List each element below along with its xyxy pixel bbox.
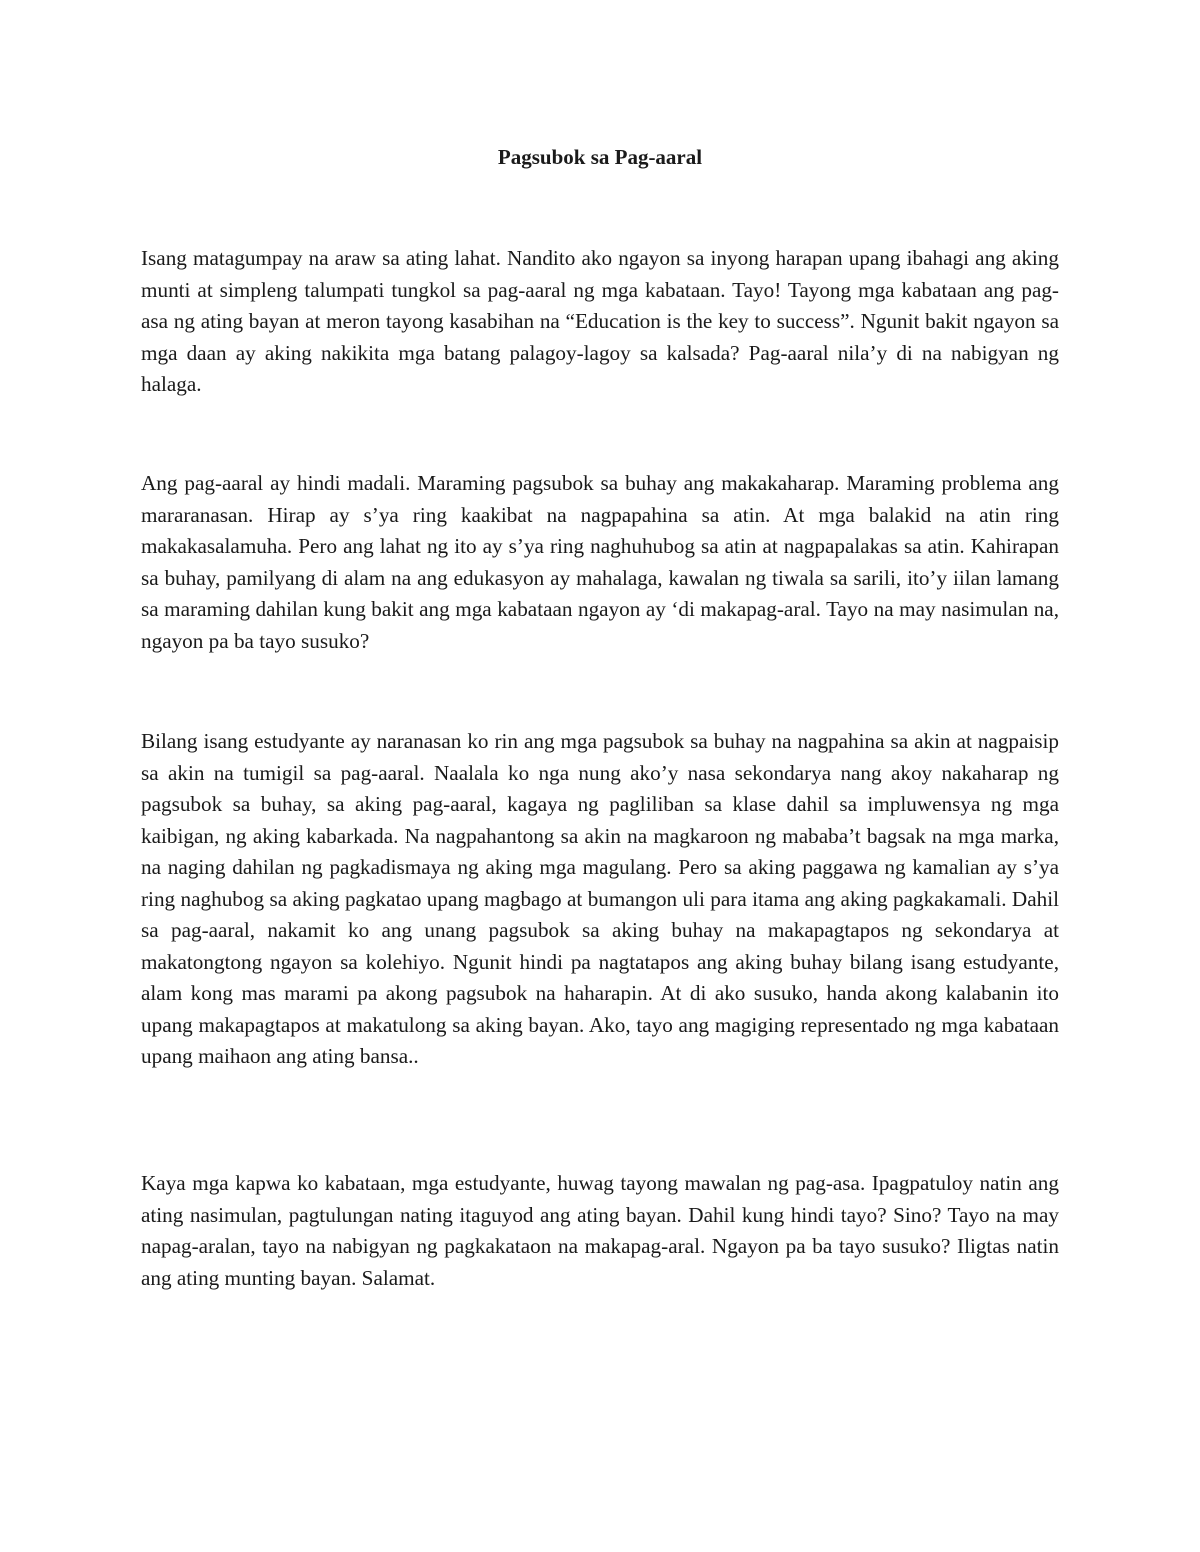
paragraph-4: Kaya mga kapwa ko kabataan, mga estudyante, huwag tayong mawalan ng pag-asa. Ipagpatuloy natin ang ating nasimulan, pagtulungan nating itaguyod ang ating bayan. Dahil kung hindi tayo? Sino? Tayo na may napag-aralan, tayo na nabigyan ng pagkakataon na makapag-aral. Ngayon pa ba tayo susuko? Iligtas natin ang ating munting bayan. Salamat. [141,1171,1059,1290]
paragraph-2: Ang pag-aaral ay hindi madali. Maraming pagsubok sa buhay ang makakaharap. Maraming problema ang mararanasan. Hirap ay s’ya ring kaakibat na nagpapahina sa atin. At mga balakid na atin ring makakasalamuha. Pero ang lahat ng ito ay s’ya ring naghuhubog sa atin at nagpapalakas sa atin. Kahirapan sa buhay, pamilyang di alam na ang edukasyon ay mahalaga, kawalan ng tiwala sa sarili, ito’y iilan lamang sa maraming dahilan kung bakit ang mga kabataan ngayon ay ‘di makapag-aral. Tayo na may nasimulan na, ngayon pa ba tayo susuko? [141,471,1059,653]
paragraph-1: Isang matagumpay na araw sa ating lahat. Nandito ako ngayon sa inyong harapan upang ibahagi ang aking munti at simpleng talumpati tungkol sa pag-aaral ng mga kabataan. Tayo! Tayong mga kabataan ang pag-asa ng ating bayan at meron tayong kasabihan na “Education is the key to success”. Ngunit bakit ngayon sa mga daan ay aking nakikita mga batang palagoy-lagoy sa kalsada? Pag-aaral nila’y di na nabigyan ng halaga. [141,246,1059,396]
paragraph-3: Bilang isang estudyante ay naranasan ko rin ang mga pagsubok sa buhay na nagpahina sa akin at nagpaisip sa akin na tumigil sa pag-aaral. Naalala ko nga nung ako’y nasa sekondarya nang akoy nakaharap ng pagsubok sa buhay, sa aking pag-aaral, kagaya ng pagliliban sa klase dahil sa impluwensya ng mga kaibigan, ng aking kabarkada. Na nagpahantong sa akin na magkaroon ng mababa’t bagsak na mga marka, na naging dahilan ng pagkadismaya ng aking mga magulang. Pero sa aking paggawa ng kamalian ay s’ya ring naghubog sa aking pagkatao upang magbago at bumangon uli para itama ang aking pagkakamali. Dahil sa pag-aaral, nakamit ko ang unang pagsubok sa aking buhay na makapagtapos ng sekondarya at makatongtong ngayon sa kolehiyo. Ngunit hindi pa nagtatapos ang aking buhay bilang isang estudyante, alam kong mas marami pa akong pagsubok na haharapin. At di ako susuko, handa akong kalabanin ito upang makapagtapos at makatulong sa aking bayan. Ako, tayo ang magiging representado ng mga kabataan upang maihaon ang ating bansa.. [141,729,1059,1068]
document-title: Pagsubok sa Pag-aaral [497,145,703,169]
